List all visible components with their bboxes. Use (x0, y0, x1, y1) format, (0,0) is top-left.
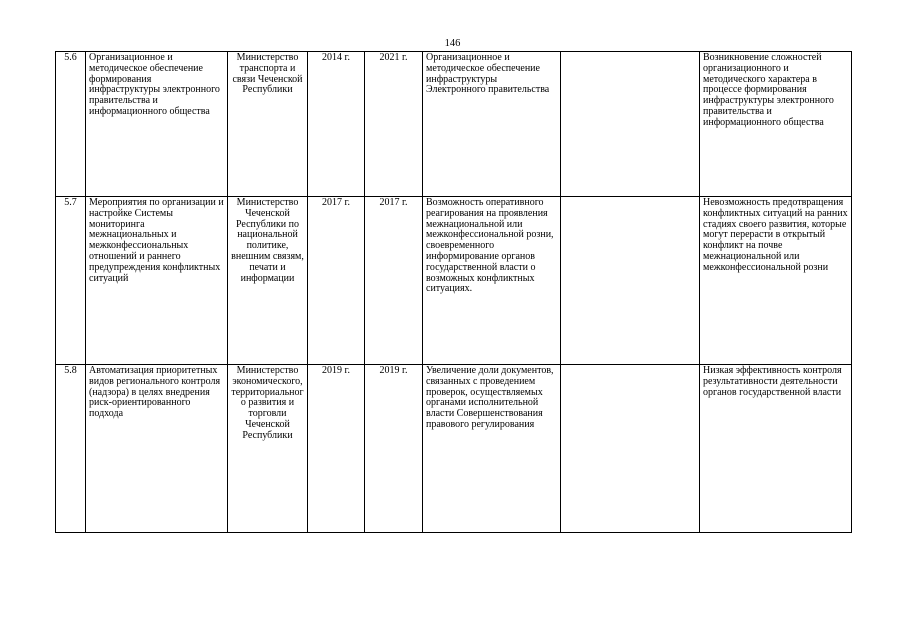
start-year-cell: 2017 г. (308, 197, 365, 365)
activities-table (55, 51, 852, 533)
activity-cell: Мероприятия по организации и настройке Системы мониторинга межнациональных и межконфессиональных отношений и раннего предупреждения конфликтных ситуаций (86, 197, 228, 365)
end-year-cell: 2021 г. (365, 52, 423, 197)
row-number-cell: 5.8 (56, 365, 86, 533)
start-year-cell: 2014 г. (308, 52, 365, 197)
row-number-cell: 5.6 (56, 52, 86, 197)
start-year-cell: 2019 г. (308, 365, 365, 533)
expected-result-cell: Увеличение доли документов, связанных с проведением проверок, осуществляемых органами исполнительной власти Совершенствования правового регулирования (423, 365, 561, 533)
expected-result-cell: Возможность оперативного реагирования на проявления межнациональной или межконфессиональной розни, своевременного информирование органов государственной власти о возможных конфликтных ситуациях. (423, 197, 561, 365)
responsible-cell: Министерство экономического, территориального развития и торговли Чеченской Республики (228, 365, 308, 533)
risk-cell: Низкая эффективность контроля результативности деятельности органов государственной власти (700, 365, 852, 533)
responsible-cell: Министерство транспорта и связи Чеченской Республики (228, 52, 308, 197)
activity-cell: Организационное и методическое обеспечение формирования инфраструктуры электронного правительства и информационного общества (86, 52, 228, 197)
expected-result-cell: Организационное и методическое обеспечение инфраструктуры Электронного правительства (423, 52, 561, 197)
activity-cell: Автоматизация приоритетных видов регионального контроля (надзора) в целях внедрения риск-ориентированного подхода (86, 365, 228, 533)
end-year-cell: 2019 г. (365, 365, 423, 533)
table-row (56, 365, 852, 533)
risk-cell: Возникновение сложностей организационного и методического характера в процессе формирования инфраструктуры электронного правительства и информационного общества (700, 52, 852, 197)
page-number: 146 (444, 38, 461, 49)
indicator-cell (561, 52, 700, 197)
table-row (56, 52, 852, 197)
responsible-cell: Министерство Чеченской Республики по национальной политике, внешним связям, печати и информации (228, 197, 308, 365)
indicator-cell (561, 365, 700, 533)
risk-cell: Невозможность предотвращения конфликтных ситуаций на ранних стадиях своего развития, которые могут перерасти в открытый конфликт на почве межнациональной или межконфессиональной розни (700, 197, 852, 365)
end-year-cell: 2017 г. (365, 197, 423, 365)
table-row (56, 197, 852, 365)
row-number-cell: 5.7 (56, 197, 86, 365)
indicator-cell (561, 197, 700, 365)
